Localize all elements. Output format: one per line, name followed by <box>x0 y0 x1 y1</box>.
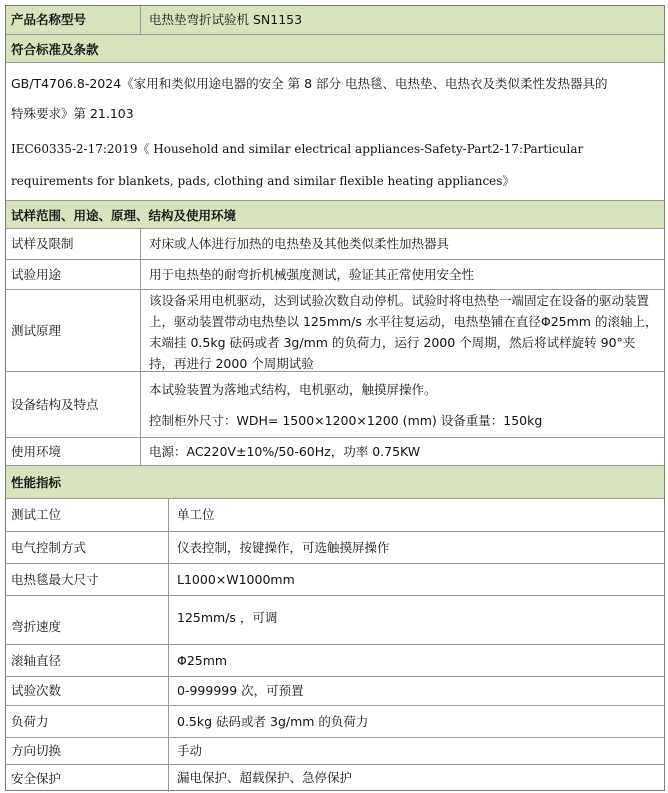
performance-row-value: 0-999999 次，可预置 <box>177 683 304 698</box>
performance-row <box>6 596 664 645</box>
performance-row-label: 电气控制方式 <box>6 532 169 563</box>
scope-row-value: 对床或人体进行加热的电热垫及其他类似柔性加热器具 <box>149 236 450 251</box>
scope-header <box>6 201 664 229</box>
standards-body <box>6 63 664 201</box>
scope-row-value: 用于电热垫的耐弯折机械强度测试，验证其正常使用安全性 <box>149 266 475 282</box>
performance-row <box>6 677 664 706</box>
performance-row-value: 单工位 <box>177 507 215 522</box>
standard-gb-line1: GB/T4706.8-2024《家用和类似用途电器的安全 第 8 部分 电热毯、电热垫、电热衣及类似柔性发热器具的 <box>11 76 608 91</box>
standard-iec-line2: requirements for blankets, pads, clothing and similar flexible heating appliances》 <box>11 174 515 188</box>
standard-iec-line1: IEC60335-2-17:2019《 Household and similar electrical appliances-Safety-Part2-17:Particular <box>11 142 584 156</box>
performance-row <box>6 499 664 532</box>
scope-row-label: 试样及限制 <box>6 229 141 259</box>
scope-row-value: 电源：AC220V±10%/50-60Hz，功率 0.75KW <box>149 443 421 459</box>
product-label: 产品名称型号 <box>6 6 141 34</box>
performance-row-value: 仪表控制，按键操作，可选触摸屏操作 <box>177 539 390 555</box>
performance-row-label: 安全保护 <box>6 765 169 792</box>
performance-header <box>6 466 664 499</box>
scope-row-value-2: 控制柜外尺寸：WDH= 1500×1200×1200 (mm) 设备重量：150kg <box>149 413 543 428</box>
spec-table <box>5 5 665 791</box>
scope-row-label: 使用环境 <box>6 438 141 465</box>
scope-row-value-cell <box>141 290 664 371</box>
standards-title: 符合标准及条款 <box>11 41 99 57</box>
performance-row <box>6 706 664 738</box>
scope-row-value-cell <box>141 372 664 437</box>
performance-row-label: 方向切换 <box>6 738 169 764</box>
performance-row-label: 测试工位 <box>6 499 169 531</box>
product-row <box>6 6 664 35</box>
scope-row-value: 本试验装置为落地式结构，电机驱动，触摸屏操作。 <box>149 382 437 397</box>
performance-row <box>6 645 664 677</box>
scope-row <box>6 229 664 260</box>
performance-row-label: 滚轴直径 <box>6 645 169 676</box>
performance-row-label: 弯折速度 <box>6 596 169 644</box>
performance-row <box>6 738 664 765</box>
standard-gb-line2: 特殊要求》第 21.103 <box>11 106 134 121</box>
performance-row <box>6 765 664 792</box>
performance-row-label: 试验次数 <box>6 677 169 705</box>
performance-row-value: L1000×W1000mm <box>177 571 295 587</box>
performance-row-label: 电热毯最大尺寸 <box>6 564 169 595</box>
standards-header <box>6 35 664 63</box>
performance-row <box>6 564 664 596</box>
performance-row-label: 负荷力 <box>6 706 169 737</box>
scope-row <box>6 438 664 466</box>
performance-row <box>6 532 664 564</box>
performance-row-value: Φ25mm <box>177 652 228 668</box>
scope-row-value: 该设备采用电机驱动，达到试验次数自动停机。试验时将电热垫一端固定在设备的驱动装置上，驱动装置带动电热垫以 125mm/s 水平往复运动，电热垫铺在直径Φ25mm 的滚轴上，末端挂 0.5kg 砝码或者 3g/mm 的负荷力，运行 2000 个周期，然后将试样旋转 90°夹持，再进行 2000 个周期试验 <box>149 293 658 371</box>
performance-row-value: 漏电保护、超载保护、急停保护 <box>177 770 353 785</box>
performance-title: 性能指标 <box>11 475 62 490</box>
scope-row <box>6 260 664 290</box>
scope-row-label: 试验用途 <box>6 260 141 289</box>
performance-row-value: 0.5kg 砝码或者 3g/mm 的负荷力 <box>177 713 369 729</box>
scope-title: 试样范围、用途、原理、结构及使用环境 <box>11 207 237 223</box>
performance-row-value: 手动 <box>177 743 203 758</box>
scope-row <box>6 372 664 438</box>
product-value: 电热垫弯折试验机 SN1153 <box>149 12 303 27</box>
performance-row-value: 125mm/s ，可调 <box>177 610 278 625</box>
scope-row <box>6 290 664 372</box>
scope-row-label: 设备结构及特点 <box>6 372 141 437</box>
scope-row-label: 测试原理 <box>6 290 141 371</box>
